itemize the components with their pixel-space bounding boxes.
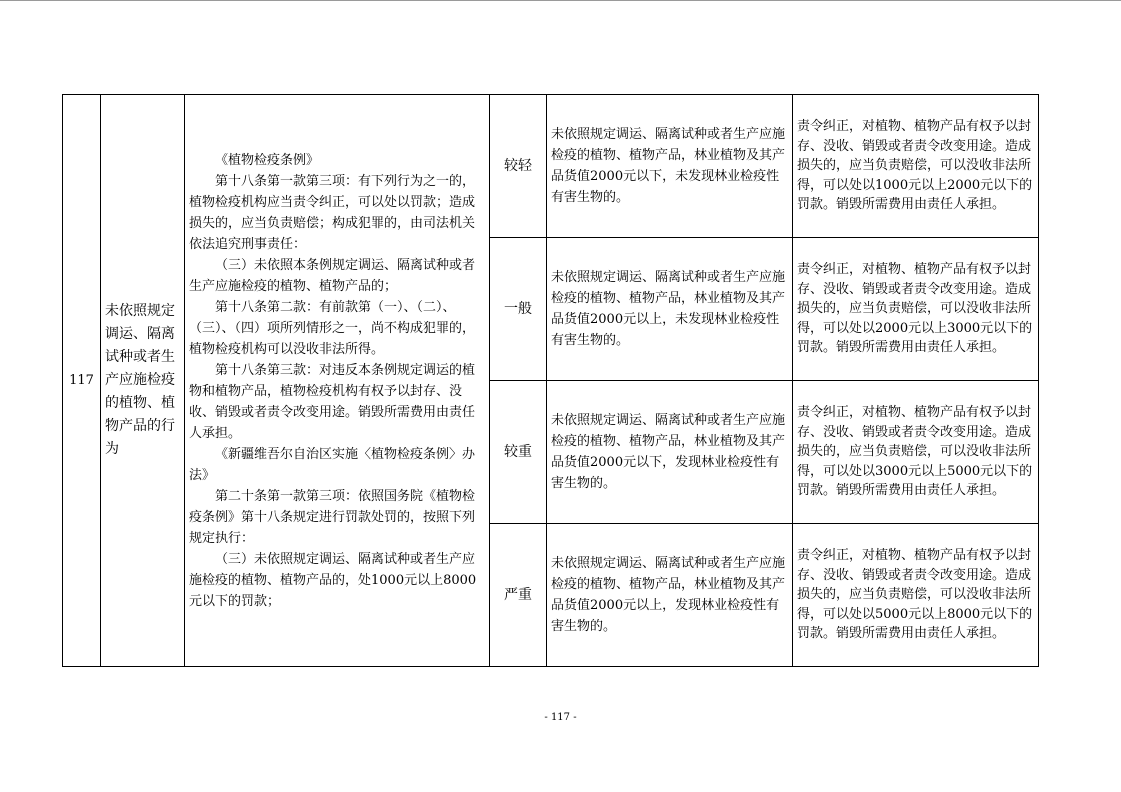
penalty-standard: 责令纠正，对植物、植物产品有权予以封存、没收、销毁或者责令改变用途。造成损失的，应当负责赔偿，可以没收非法所得，可以处以1000元以上2000元以下的罚款。销毁所需费用由责任人承担。 — [793, 95, 1039, 238]
page-top-border — [0, 0, 1121, 1]
basis-paragraph: 《新疆维吾尔自治区实施〈植物检疫条例〉办法》 — [189, 446, 476, 483]
basis-paragraph: 第十八条第一款第三项：有下列行为之一的，植物检疫机构应当责令纠正，可以处以罚款；造成损失的，应当负责赔偿；构成犯罪的，由司法机关依法追究刑事责任： — [189, 173, 476, 252]
legal-basis — [185, 95, 490, 667]
basis-paragraph: 《植物检疫条例》 — [215, 152, 320, 168]
violation-circumstance: 未依照规定调运、隔离试种或者生产应施检疫的植物、植物产品，林业植物及其产品货值2000元以上，发现林业检疫性有害生物的。 — [547, 524, 793, 667]
penalty-standard: 责令纠正，对植物、植物产品有权予以封存、没收、销毁或者责令改变用途。造成损失的，应当负责赔偿，可以没收非法所得，可以处以2000元以上3000元以下的罚款。销毁所需费用由责任人承担。 — [793, 238, 1039, 381]
page-number: - 117 - — [544, 712, 577, 723]
violation-circumstance: 未依照规定调运、隔离试种或者生产应施检疫的植物、植物产品，林业植物及其产品货值2000元以上，未发现林业检疫性有害生物的。 — [547, 238, 793, 381]
penalty-discretion-table — [62, 94, 1039, 667]
severity-level: 严重 — [490, 524, 547, 667]
basis-paragraph: 第十八条第三款：对违反本条例规定调运的植物和植物产品，植物检疫机构有权予以封存、没收、销毁或者责令改变用途。销毁所需费用由责任人承担。 — [189, 362, 476, 441]
basis-paragraph: 第十八条第二款：有前款第（一）、（二）、（三）、（四）项所列情形之一，尚不构成犯罪的，植物检疫机构可以没收非法所得。 — [189, 299, 476, 357]
violation-name: 未依照规定调运、隔离试种或者生产应施检疫的植物、植物产品的行为 — [101, 95, 185, 667]
basis-paragraph: （三）未依照规定调运、隔离试种或者生产应施检疫的植物、植物产品的，处1000元以上8000元以下的罚款； — [189, 551, 477, 609]
table-row — [63, 95, 1039, 238]
severity-level: 较重 — [490, 381, 547, 524]
severity-level: 较轻 — [490, 95, 547, 238]
basis-paragraph: 第二十条第一款第三项：依照国务院《植物检疫条例》第十八条规定进行罚款处罚的，按照下列规定执行： — [189, 488, 476, 546]
basis-paragraph: （三）未依照本条例规定调运、隔离试种或者生产应施检疫的植物、植物产品的； — [189, 257, 476, 294]
penalty-standard: 责令纠正，对植物、植物产品有权予以封存、没收、销毁或者责令改变用途。造成损失的，应当负责赔偿，可以没收非法所得，可以处以5000元以上8000元以下的罚款。销毁所需费用由责任人承担。 — [793, 524, 1039, 667]
penalty-standard: 责令纠正，对植物、植物产品有权予以封存、没收、销毁或者责令改变用途。造成损失的，应当负责赔偿，可以没收非法所得，可以处以3000元以上5000元以下的罚款。销毁所需费用由责任人承担。 — [793, 381, 1039, 524]
violation-circumstance: 未依照规定调运、隔离试种或者生产应施检疫的植物、植物产品，林业植物及其产品货值2000元以下，发现林业检疫性有害生物的。 — [547, 381, 793, 524]
item-number: 117 — [63, 95, 101, 667]
severity-level: 一般 — [490, 238, 547, 381]
violation-circumstance: 未依照规定调运、隔离试种或者生产应施检疫的植物、植物产品，林业植物及其产品货值2000元以下，未发现林业检疫性有害生物的。 — [547, 95, 793, 238]
